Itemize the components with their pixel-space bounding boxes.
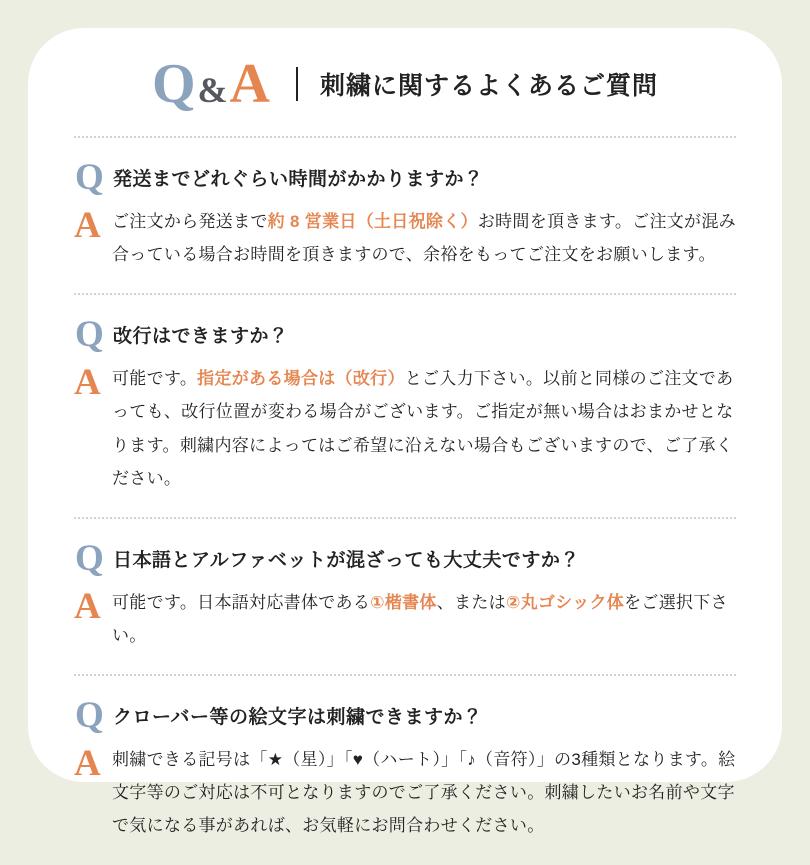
logo-letter-q: Q bbox=[152, 56, 196, 112]
answer-text-part: とご入力下さい。以前と同様のご注文であっても、改行位置が変わる場合がございます。ご指定が無い場合はおまかせとなります。刺繍内容によってはご希望に沿えない場合もございますので、ご了承ください。 bbox=[112, 369, 733, 487]
logo-letter-a: A bbox=[230, 56, 270, 112]
question-row bbox=[74, 697, 736, 734]
a-badge: A bbox=[74, 205, 112, 244]
answer-highlight: ①楷書体 bbox=[370, 593, 437, 612]
a-badge: A bbox=[74, 362, 112, 401]
answer-text-part: 、または bbox=[437, 593, 506, 612]
faq-item bbox=[74, 293, 736, 517]
faq-item bbox=[74, 138, 736, 293]
answer-text-part: 刺繍できる記号は「★（星）」「♥（ハート）」「♪（音符）」の3種類となります。絵文字等のご対応は不可となりますのでご了承ください。刺繍したいお名前や文字で気になる事があれば、お気軽にお問合わせください。 bbox=[112, 750, 735, 835]
header-divider-bar bbox=[296, 67, 298, 101]
answer-text bbox=[112, 205, 736, 271]
faq-card bbox=[28, 28, 782, 782]
q-badge: Q bbox=[74, 159, 113, 196]
q-badge: Q bbox=[74, 316, 113, 353]
a-badge: A bbox=[74, 743, 112, 782]
answer-text-part: 可能です。 bbox=[112, 369, 197, 388]
header bbox=[74, 48, 736, 120]
qa-logo bbox=[152, 56, 270, 112]
a-badge: A bbox=[74, 586, 112, 625]
answer-text-part: をご選択下さい。 bbox=[112, 593, 728, 645]
page-title: 刺繍に関するよくあるご質問 bbox=[320, 66, 658, 102]
question-text: 発送までどれぐらい時間がかかりますか？ bbox=[113, 164, 484, 191]
question-row bbox=[74, 540, 736, 577]
answer-highlight: 約 8 営業日（土日祝除く） bbox=[268, 212, 478, 231]
question-row bbox=[74, 159, 736, 196]
answer-text-part: 可能です。日本語対応書体である bbox=[112, 593, 370, 612]
q-badge: Q bbox=[74, 697, 113, 734]
q-badge: Q bbox=[74, 540, 113, 577]
answer-row bbox=[74, 743, 736, 842]
faq-item bbox=[74, 517, 736, 674]
answer-text bbox=[112, 743, 736, 842]
question-text: 改行はできますか？ bbox=[113, 321, 289, 348]
logo-ampersand: & bbox=[198, 72, 228, 108]
answer-highlight: ②丸ゴシック体 bbox=[506, 593, 624, 612]
answer-row bbox=[74, 205, 736, 271]
answer-row bbox=[74, 362, 736, 495]
question-row bbox=[74, 316, 736, 353]
answer-text-part: ご注文から発送まで bbox=[112, 212, 268, 231]
answer-text bbox=[112, 362, 736, 495]
question-text: クローバー等の絵文字は刺繍できますか？ bbox=[113, 702, 483, 729]
faq-list bbox=[74, 138, 736, 865]
faq-item bbox=[74, 674, 736, 864]
answer-text bbox=[112, 586, 736, 652]
answer-highlight: 指定がある場合は（改行） bbox=[197, 369, 405, 388]
question-text: 日本語とアルファベットが混ざっても大丈夫ですか？ bbox=[113, 545, 580, 572]
answer-row bbox=[74, 586, 736, 652]
answer-text-part: お時間を頂きます。ご注文が混み合っている場合お時間を頂きますので、余裕をもってご注文をお願いします。 bbox=[112, 212, 736, 264]
